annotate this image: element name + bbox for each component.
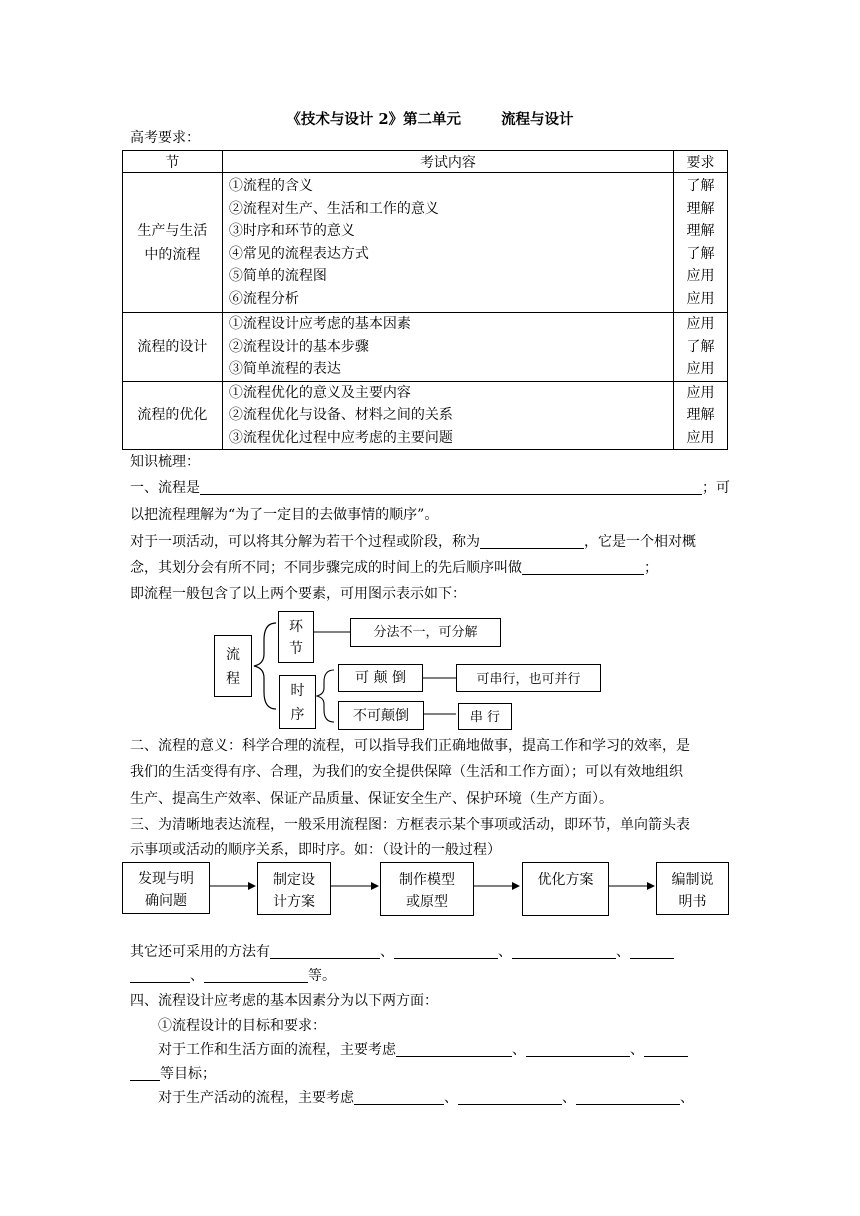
- paragraph-1-line-5: 即流程一般包含了以上两个要素，可用图示表示如下：: [130, 586, 466, 602]
- requirements-label: 高考要求：: [130, 130, 200, 146]
- paragraph-1-line-4: 念，其划分会有所不同；不同步骤完成的时间上的先后顺序叫做 ；: [130, 560, 658, 576]
- fill-blank[interactable]: [204, 967, 308, 983]
- fill-blank[interactable]: [130, 1065, 160, 1081]
- header-section: 节: [123, 151, 223, 173]
- paragraph-2-line-2: 我们的生活变得有序、合理，为我们的安全提供保障（生活和工作方面）；可以有效地组织: [130, 764, 683, 780]
- fill-blank[interactable]: [270, 943, 380, 959]
- paragraph-3-line-1: 三、为清晰地表达流程，一般采用流程图：方框表示某个事项或活动，即环节，单向箭头表: [130, 817, 690, 833]
- diagram-serial-box: 串 行: [458, 703, 512, 730]
- section-items: ①流程优化的意义及主要内容 ②流程优化与设备、材料之间的关系 ③流程优化过程中应考虑的主要问题: [222, 381, 673, 450]
- other-methods-line-2: 、 等。: [130, 966, 336, 986]
- diagram-fenjie-box: 分法不一，可分解: [350, 618, 501, 647]
- flow-step-4: 优化方案: [522, 862, 609, 916]
- paragraph-1-line-1: 一、流程是 ；可: [130, 480, 730, 496]
- knowledge-label: 知识梳理：: [130, 454, 200, 470]
- fill-blank[interactable]: [396, 1041, 512, 1057]
- diagram-parallel-box: 可串行，也可并行: [456, 664, 601, 692]
- section-name: 生产与生活 中的流程: [123, 173, 223, 313]
- fill-blank[interactable]: [394, 943, 498, 959]
- fill-blank[interactable]: [512, 943, 616, 959]
- diagram-shixu-box: 时 序: [279, 675, 316, 729]
- diagram-huanjie-box: 环 节: [278, 611, 314, 663]
- section-requirements: 了解 理解 理解 了解 应用 应用: [674, 173, 728, 313]
- paragraph-2-line-3: 生产、提高生产效率、保证产品质量、保证安全生产、保护环境（生产方面）。: [130, 791, 613, 807]
- section-name: 流程的设计: [123, 313, 223, 382]
- flow-step-1: 发现与明 确问题: [122, 862, 210, 914]
- section-4-prod-line: 对于生产活动的流程，主要考虑 、 、 、: [158, 1090, 694, 1106]
- fill-blank[interactable]: [526, 1041, 630, 1057]
- paragraph-1-line-3: 对于一项活动，可以将其分解为若干个过程或阶段，称为 ，它是一个相对概: [130, 534, 696, 550]
- paragraph-2-line-1: 二、流程的意义：科学合理的流程，可以指导我们正确地做事，提高工作和学习的效率，是: [130, 738, 690, 754]
- page-title: 《技术与设计 2》第二单元 流程与设计: [286, 111, 574, 128]
- other-methods-line-1: 其它还可采用的方法有 、 、 、: [130, 942, 674, 962]
- fill-blank[interactable]: [644, 1041, 688, 1057]
- paragraph-1-line-2: 以把流程理解为“为了一定目的去做事情的顺序”。: [130, 507, 439, 523]
- section-requirements: 应用 理解 应用: [674, 381, 728, 450]
- section-requirements: 应用 了解 应用: [674, 313, 728, 382]
- flow-step-3: 制作模型 或原型: [380, 862, 474, 916]
- fill-blank[interactable]: [354, 1089, 444, 1105]
- flow-step-5: 编制说 明书: [656, 862, 729, 915]
- fill-blank[interactable]: [458, 1089, 562, 1105]
- fill-blank[interactable]: [130, 967, 190, 983]
- section-4-life-line: 对于工作和生活方面的流程，主要考虑 、 、: [158, 1040, 688, 1060]
- paragraph-3-line-2: 示事项或活动的顺序关系，即时序。如：（设计的一般过程）: [130, 842, 501, 858]
- fill-blank[interactable]: [576, 1089, 680, 1105]
- header-content: 考试内容: [222, 151, 673, 173]
- diagram-kediandao-box: 可 颠 倒: [338, 664, 423, 692]
- fill-blank[interactable]: [630, 943, 674, 959]
- section-items: ①流程设计应考虑的基本因素 ②流程设计的基本步骤 ③简单流程的表达: [222, 313, 673, 382]
- section-name: 流程的优化: [123, 381, 223, 450]
- diagram-root-box: 流 程: [214, 635, 252, 697]
- flow-step-2: 制定设 计方案: [257, 862, 331, 915]
- section-4-title: 四、流程设计应考虑的基本因素分为以下两方面：: [130, 993, 438, 1009]
- section-items: ①流程的含义 ②流程对生产、生活和工作的意义 ③时序和环节的意义 ④常见的流程表达方式 ⑤简单的流程图 ⑥流程分析: [222, 173, 673, 313]
- section-4-sub1: ①流程设计的目标和要求：: [158, 1018, 326, 1034]
- diagram-bukediandao-box: 不可颠倒: [338, 701, 424, 730]
- header-requirement: 要求: [674, 151, 728, 173]
- section-4-goal-line: 等目标；: [130, 1064, 216, 1084]
